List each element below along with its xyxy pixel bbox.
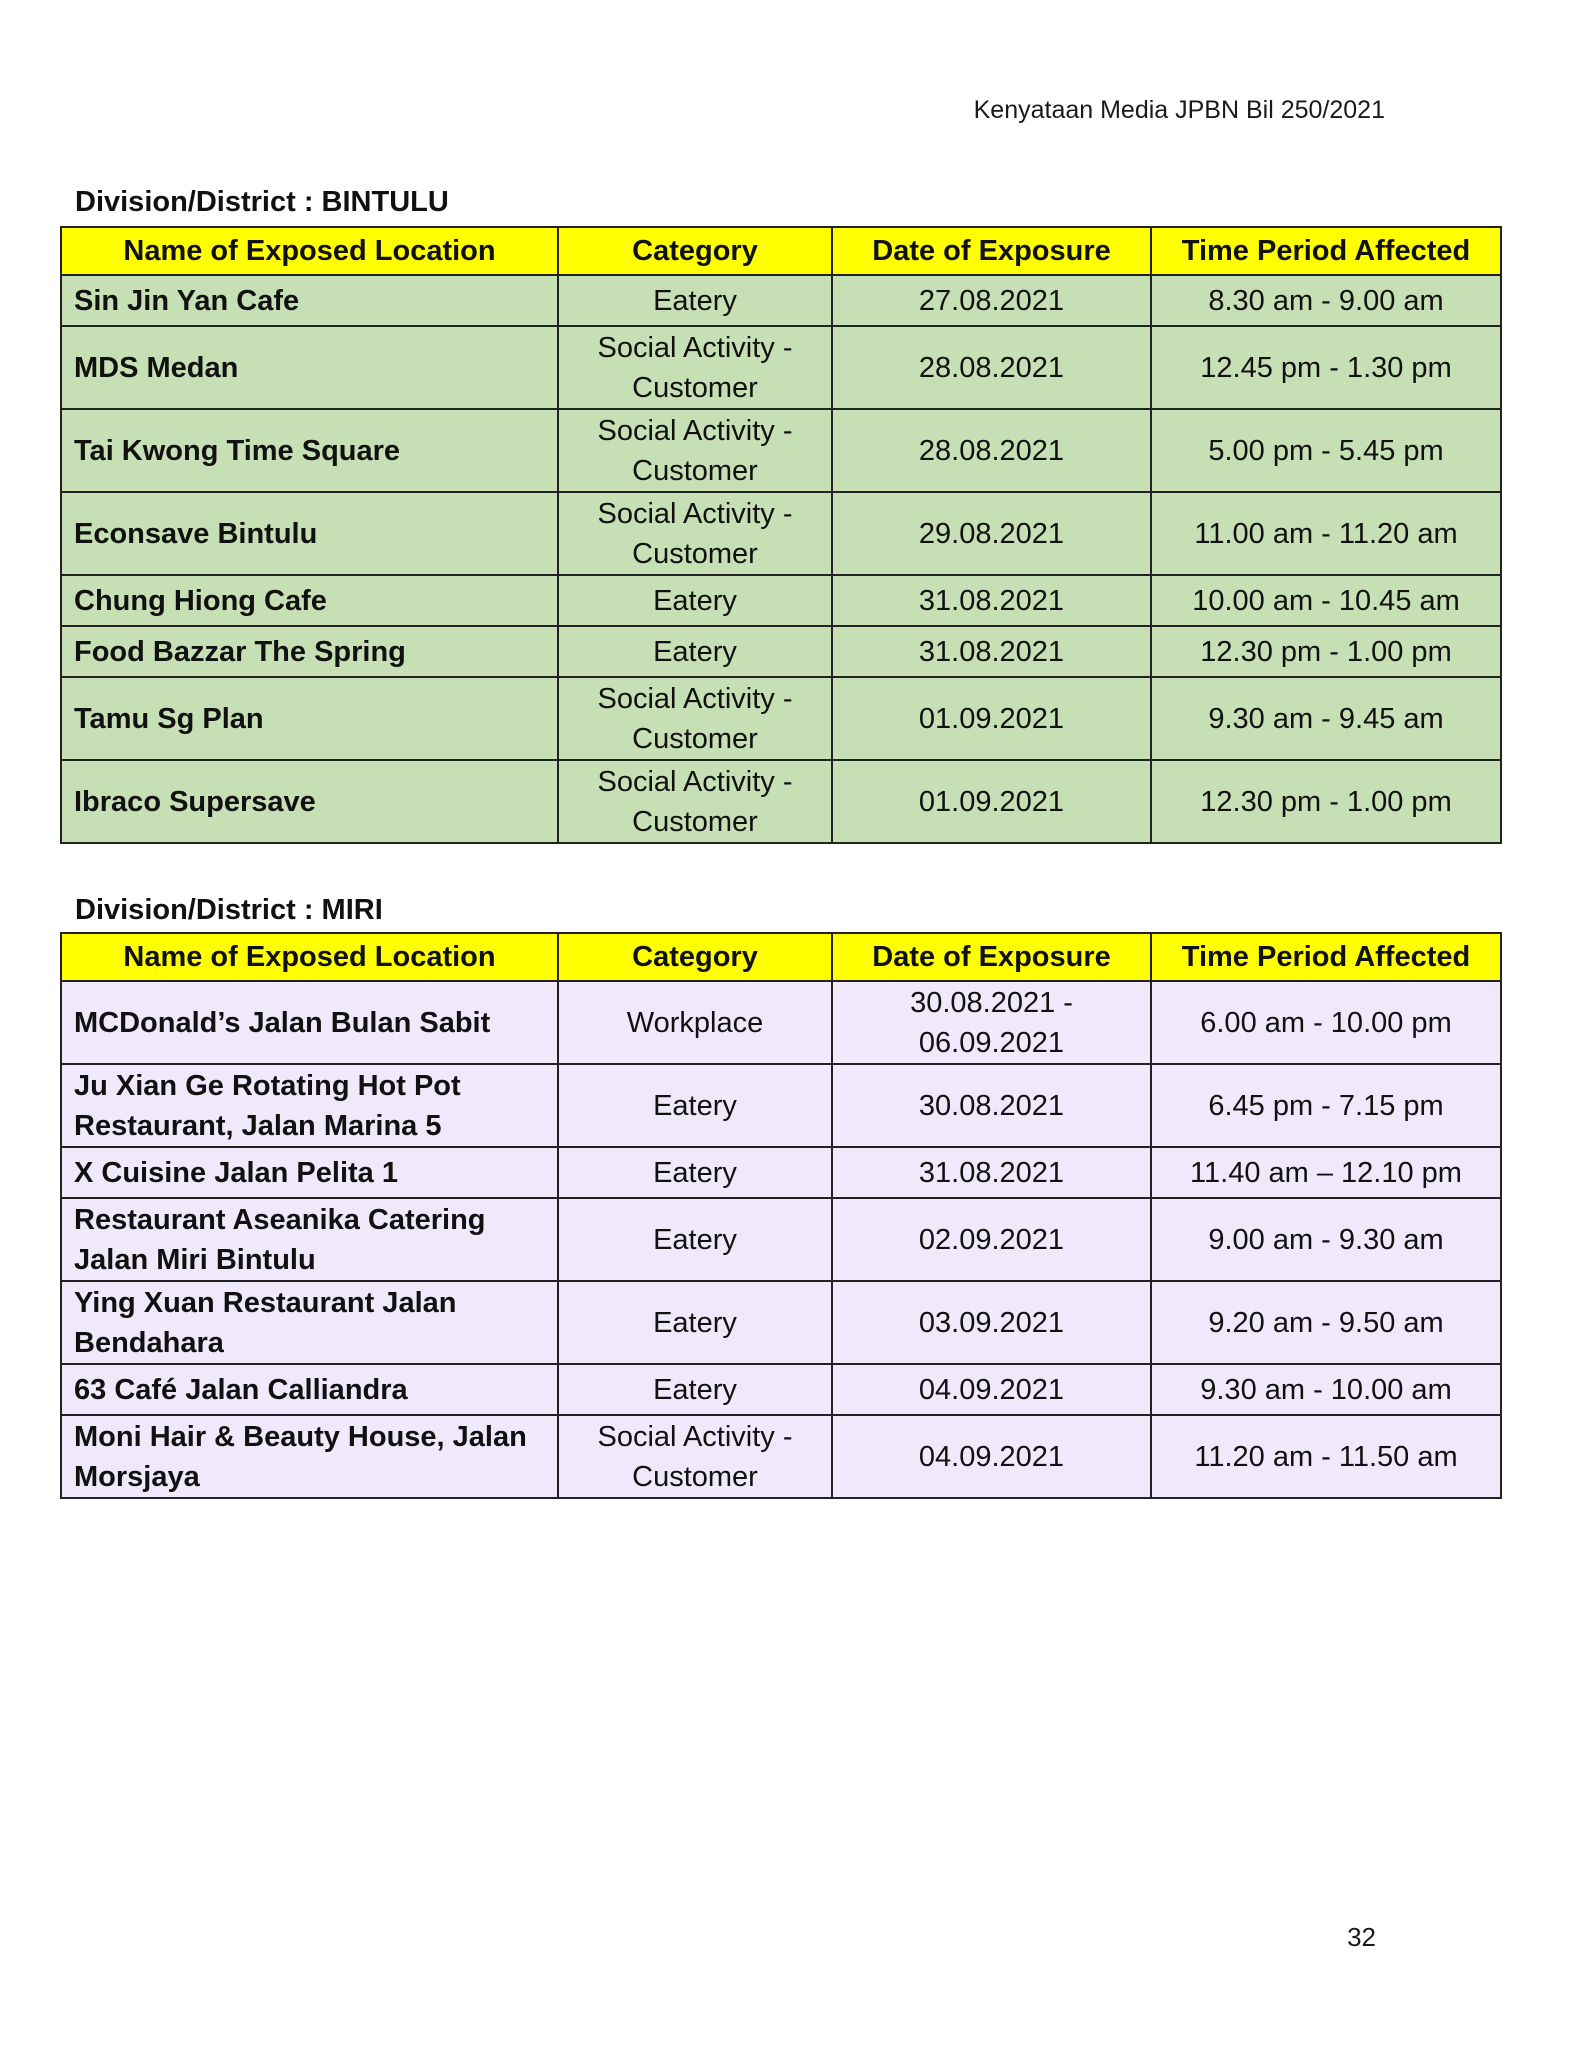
location-cell: Ibraco Supersave	[61, 760, 558, 843]
date-cell: 30.08.2021 - 06.09.2021	[832, 981, 1151, 1064]
page-number: 32	[1347, 1922, 1376, 1952]
table-row	[61, 677, 1501, 760]
location-cell: MCDonald’s Jalan Bulan Sabit	[61, 981, 558, 1064]
table-row	[61, 1281, 1501, 1364]
time-cell: 6.45 pm - 7.15 pm	[1151, 1064, 1501, 1147]
category-cell: Eatery	[558, 275, 832, 326]
table-row	[61, 981, 1501, 1064]
location-cell: Food Bazzar The Spring	[61, 626, 558, 677]
category-cell: Social Activity - Customer	[558, 677, 832, 760]
location-cell: Moni Hair & Beauty House, Jalan Morsjaya	[61, 1415, 558, 1498]
category-cell: Eatery	[558, 626, 832, 677]
time-cell: 8.30 am - 9.00 am	[1151, 275, 1501, 326]
table-row	[61, 1064, 1501, 1147]
time-cell: 12.30 pm - 1.00 pm	[1151, 626, 1501, 677]
category-cell: Workplace	[558, 981, 832, 1064]
column-header-location: Name of Exposed Location	[61, 227, 558, 275]
table-row	[61, 626, 1501, 677]
time-cell: 12.30 pm - 1.00 pm	[1151, 760, 1501, 843]
date-cell: 31.08.2021	[832, 626, 1151, 677]
location-cell: Chung Hiong Cafe	[61, 575, 558, 626]
table-header-row	[61, 933, 1501, 981]
table-header-row	[61, 227, 1501, 275]
category-cell: Eatery	[558, 575, 832, 626]
document-reference: Kenyataan Media JPBN Bil 250/2021	[973, 96, 1385, 124]
column-header-time: Time Period Affected	[1151, 933, 1501, 981]
time-cell: 6.00 am - 10.00 pm	[1151, 981, 1501, 1064]
time-cell: 10.00 am - 10.45 am	[1151, 575, 1501, 626]
column-header-date: Date of Exposure	[832, 933, 1151, 981]
table-row	[61, 1198, 1501, 1281]
category-cell: Social Activity - Customer	[558, 1415, 832, 1498]
bintulu-exposure-table	[60, 226, 1502, 844]
location-cell: Ju Xian Ge Rotating Hot Pot Restaurant, Jalan Marina 5	[61, 1064, 558, 1147]
time-cell: 12.45 pm - 1.30 pm	[1151, 326, 1501, 409]
miri-exposure-table	[60, 932, 1502, 1499]
location-cell: 63 Café Jalan Calliandra	[61, 1364, 558, 1415]
date-cell: 01.09.2021	[832, 677, 1151, 760]
date-cell: 04.09.2021	[832, 1364, 1151, 1415]
location-cell: Econsave Bintulu	[61, 492, 558, 575]
category-cell: Social Activity - Customer	[558, 326, 832, 409]
table-row	[61, 760, 1501, 843]
date-cell: 03.09.2021	[832, 1281, 1151, 1364]
table-row	[61, 326, 1501, 409]
table-row	[61, 1415, 1501, 1498]
bintulu-section-title: Division/District : BINTULU	[75, 186, 449, 218]
location-cell: Ying Xuan Restaurant Jalan Bendahara	[61, 1281, 558, 1364]
time-cell: 9.00 am - 9.30 am	[1151, 1198, 1501, 1281]
date-cell: 28.08.2021	[832, 326, 1151, 409]
date-cell: 27.08.2021	[832, 275, 1151, 326]
column-header-location: Name of Exposed Location	[61, 933, 558, 981]
location-cell: X Cuisine Jalan Pelita 1	[61, 1147, 558, 1198]
column-header-category: Category	[558, 227, 832, 275]
time-cell: 9.20 am - 9.50 am	[1151, 1281, 1501, 1364]
column-header-time: Time Period Affected	[1151, 227, 1501, 275]
column-header-date: Date of Exposure	[832, 227, 1151, 275]
location-cell: Tamu Sg Plan	[61, 677, 558, 760]
date-cell: 31.08.2021	[832, 575, 1151, 626]
table-row	[61, 1147, 1501, 1198]
category-cell: Eatery	[558, 1064, 832, 1147]
date-cell: 04.09.2021	[832, 1415, 1151, 1498]
time-cell: 9.30 am - 9.45 am	[1151, 677, 1501, 760]
category-cell: Eatery	[558, 1364, 832, 1415]
date-cell: 31.08.2021	[832, 1147, 1151, 1198]
column-header-category: Category	[558, 933, 832, 981]
category-cell: Social Activity - Customer	[558, 760, 832, 843]
location-cell: Restaurant Aseanika Catering Jalan Miri Bintulu	[61, 1198, 558, 1281]
time-cell: 9.30 am - 10.00 am	[1151, 1364, 1501, 1415]
table-row	[61, 409, 1501, 492]
time-cell: 11.20 am - 11.50 am	[1151, 1415, 1501, 1498]
time-cell: 11.00 am - 11.20 am	[1151, 492, 1501, 575]
date-cell: 30.08.2021	[832, 1064, 1151, 1147]
date-cell: 01.09.2021	[832, 760, 1151, 843]
location-cell: Sin Jin Yan Cafe	[61, 275, 558, 326]
date-cell: 02.09.2021	[832, 1198, 1151, 1281]
miri-section-title: Division/District : MIRI	[75, 894, 383, 926]
category-cell: Eatery	[558, 1147, 832, 1198]
category-cell: Social Activity - Customer	[558, 409, 832, 492]
table-row	[61, 575, 1501, 626]
location-cell: Tai Kwong Time Square	[61, 409, 558, 492]
category-cell: Eatery	[558, 1198, 832, 1281]
table-row	[61, 492, 1501, 575]
time-cell: 5.00 pm - 5.45 pm	[1151, 409, 1501, 492]
table-row	[61, 1364, 1501, 1415]
date-cell: 28.08.2021	[832, 409, 1151, 492]
table-row	[61, 275, 1501, 326]
category-cell: Eatery	[558, 1281, 832, 1364]
time-cell: 11.40 am – 12.10 pm	[1151, 1147, 1501, 1198]
category-cell: Social Activity - Customer	[558, 492, 832, 575]
date-cell: 29.08.2021	[832, 492, 1151, 575]
location-cell: MDS Medan	[61, 326, 558, 409]
